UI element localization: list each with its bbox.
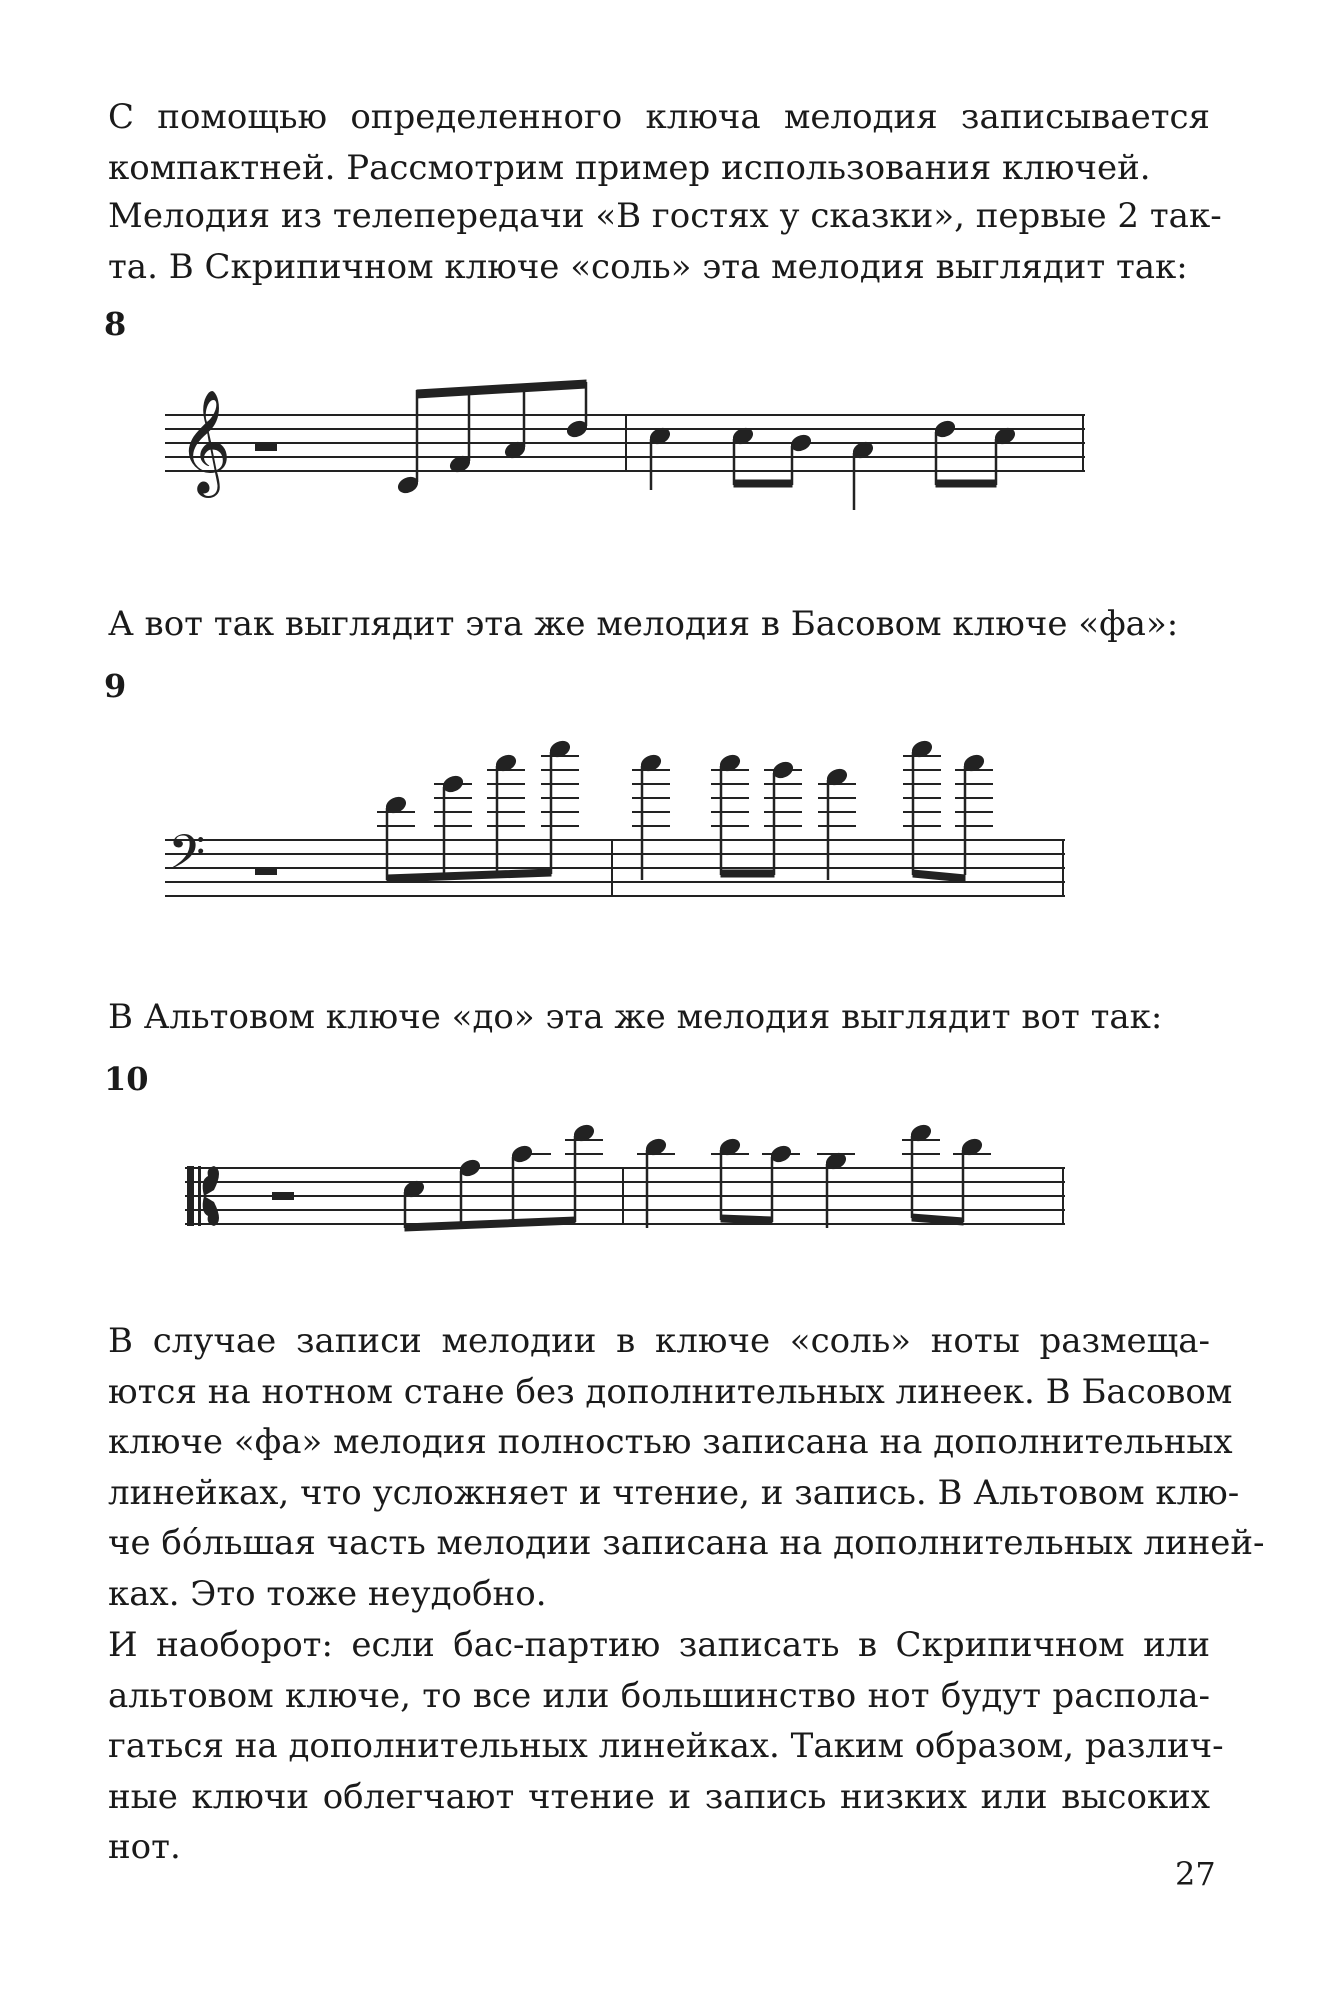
conclusion-paragraph — [108, 1620, 1224, 1873]
half-rest-icon — [255, 867, 277, 875]
text-line: ются на нотном стане без дополнительных линеек. В Басовом — [108, 1371, 1233, 1412]
text-line: линейках, что усложняет и чтение, и запись. В Альтовом клю- — [108, 1472, 1240, 1513]
page-number: 27 — [1175, 1855, 1216, 1893]
ledger-lines — [513, 1140, 991, 1154]
bass-staff — [0, 730, 1324, 920]
alto-intro-text — [108, 992, 1210, 1043]
text-line: альтовом ключе, то все или большинство нот будут распола- — [108, 1675, 1210, 1716]
text-line: И наоборот: если бас-партию записать в Скрипичном или — [108, 1625, 1210, 1665]
measure-1-notes — [402, 1122, 596, 1231]
treble-clef-icon: 𝄞 — [178, 389, 232, 494]
intro-paragraph — [108, 92, 1210, 193]
example-number: 9 — [104, 667, 127, 705]
text-line: та. В Скрипичном ключе «соль» эта мелодия выглядит так: — [108, 246, 1188, 287]
text-line: ные ключи облегчают чтение и запись низких или высоких — [108, 1776, 1210, 1817]
alto-staff — [0, 1110, 1324, 1250]
bass-intro-text — [108, 599, 1210, 650]
text-line: компактней. Рассмотрим пример использования ключей. — [108, 147, 1151, 188]
explanation-paragraph — [108, 1316, 1265, 1619]
melody-intro-paragraph — [108, 191, 1222, 292]
ledger-lines — [377, 756, 993, 826]
treble-staff — [0, 360, 1324, 520]
measure-2-notes — [644, 1122, 984, 1228]
text-line: ках. Это тоже неудобно. — [108, 1573, 547, 1614]
half-rest-icon — [255, 443, 277, 451]
text-line: че бóльшая часть мелодии записана на дополнительных линей- — [108, 1523, 1265, 1563]
measure-2-notes — [639, 738, 986, 882]
staff-lines — [165, 840, 1065, 896]
text-line: гаться на дополнительных линейках. Таким образом, различ- — [108, 1726, 1224, 1766]
example-number: 8 — [104, 305, 127, 343]
text-line: нот. — [108, 1827, 181, 1867]
measure-1-notes — [396, 380, 589, 496]
text-line: А вот так выглядит эта же мелодия в Басовом ключе «фа»: — [108, 604, 1179, 644]
bass-clef-icon: 𝄢 — [168, 824, 206, 892]
text-line: С помощью определенного ключа мелодия записывается — [108, 97, 1210, 137]
text-line: В случае записи мелодии в ключе «соль» ноты размеща- — [108, 1321, 1210, 1361]
measure-2-notes — [648, 418, 1017, 510]
measure-1-notes — [384, 738, 572, 882]
text-line: ключе «фа» мелодия полностью записана на дополнительных — [108, 1422, 1233, 1462]
text-line: В Альтовом ключе «до» эта же мелодия выглядит вот так: — [108, 997, 1163, 1037]
text-line: Мелодия из телепередачи «В гостях у сказки», первые 2 так- — [108, 196, 1222, 236]
example-number: 10 — [104, 1060, 149, 1098]
half-rest-icon — [272, 1192, 294, 1200]
